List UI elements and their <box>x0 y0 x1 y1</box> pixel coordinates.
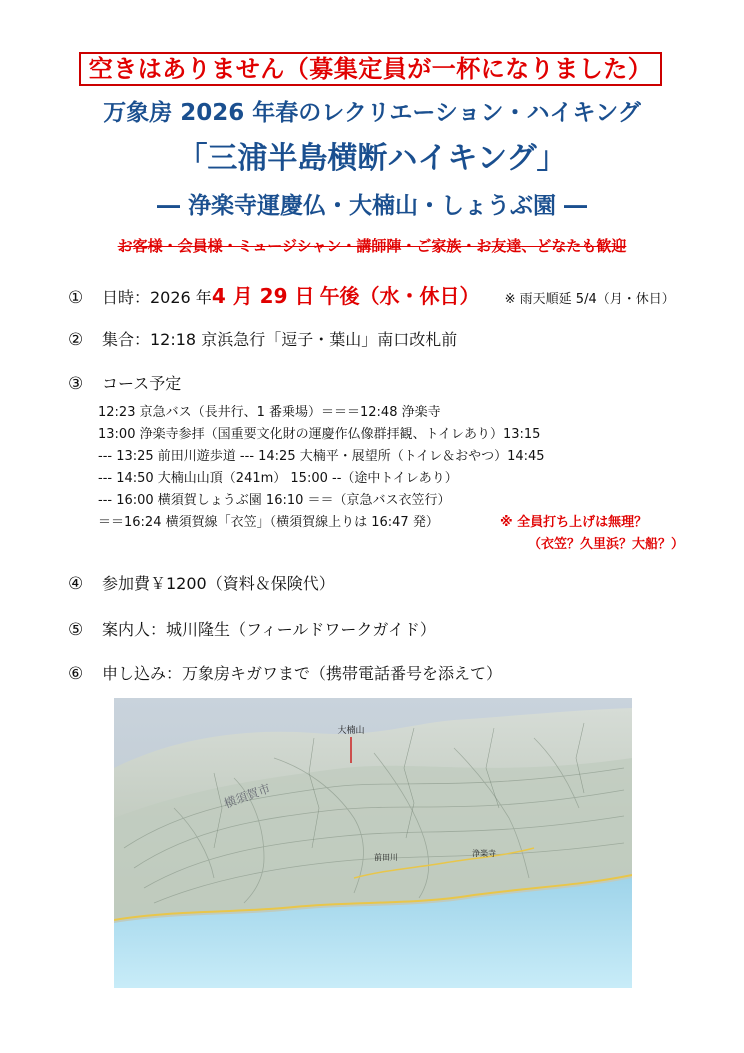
apply-item <box>68 662 502 686</box>
schedule-line: ＝＝16:24 横須賀線「衣笠」（横須賀線上りは 16:47 発） <box>98 515 439 530</box>
map-label-temple: 浄楽寺 <box>472 849 496 858</box>
terrain-map <box>114 698 632 988</box>
fee-item <box>68 572 335 596</box>
event-route: ― 浄楽寺運慶仏・大楠山・しょうぶ園 ― <box>156 193 587 219</box>
map-label-river: 前田川 <box>374 853 398 862</box>
date-value: 4 月 29 日 <box>211 284 315 308</box>
event-title: 「三浦半島横断ハイキング」 <box>177 141 567 176</box>
schedule-line: --- 13:25 前田川遊歩道 --- 14:25 大楠平・展望所（トイレ＆おやつ）14:45 <box>98 449 545 464</box>
item-number: ⑤ <box>68 620 84 640</box>
item-number: ⑥ <box>68 664 84 684</box>
rain-note: ※ 雨天順延 5/4（月・休日） <box>504 292 675 307</box>
terrain-map-svg <box>114 698 632 988</box>
schedule-line: --- 14:50 大楠山山頂（241m） 15:00 --（途中トイレあり） <box>98 471 458 486</box>
fee-text: 参加費￥1200（資料＆保険代） <box>102 574 335 593</box>
schedule-list <box>98 402 545 534</box>
map-label-peak: 大楠山 <box>337 726 365 736</box>
meet-text: 集合：12:18 京浜急行「逗子・葉山」南口改札前 <box>102 330 458 349</box>
schedule-line: 12:23 京急バス（長井行、1 番乗場）＝＝＝12:48 浄楽寺 <box>98 405 441 420</box>
welcome-line: お客様・会員様・ミュージシャン・講師陣・ご家族・お友達、どなたも歓迎 <box>117 237 627 255</box>
schedule-note <box>500 512 684 556</box>
apply-text: 申し込み：万象房キガワまで（携帯電話番号を添えて） <box>102 664 503 683</box>
event-subtitle: 万象房 2026 年春のレクリエーション・ハイキング <box>103 100 641 126</box>
schedule-note-line: （衣笠？久里浜？大船？） <box>528 537 685 552</box>
schedule-line: --- 16:00 横須賀しょうぶ園 16:10 ＝＝（京急バス衣笠行） <box>98 493 451 508</box>
time-value: 午後（水・休日） <box>319 284 480 308</box>
meet-item <box>68 328 457 352</box>
full-notice-banner: 空きはありません（募集定員が一杯になりました） <box>79 52 662 86</box>
guide-item <box>68 618 436 642</box>
schedule-line: 13:00 浄楽寺参拝（国重要文化財の運慶作仏像群拝観、トイレあり）13:15 <box>98 427 541 442</box>
schedule-note-line: ※ 全員打ち上げは無理？ <box>500 515 648 530</box>
date-label: 日時：2026 年 <box>102 288 212 307</box>
item-number: ② <box>68 330 84 350</box>
item-number: ④ <box>68 574 84 594</box>
guide-text: 案内人：城川隆生（フィールドワークガイド） <box>102 620 436 639</box>
map-label-city: 横須賀市 <box>222 781 273 811</box>
course-text: コース予定 <box>102 374 182 393</box>
item-number: ③ <box>68 374 84 394</box>
item-number: ① <box>68 288 84 308</box>
date-item <box>68 284 675 312</box>
course-item <box>68 372 181 396</box>
